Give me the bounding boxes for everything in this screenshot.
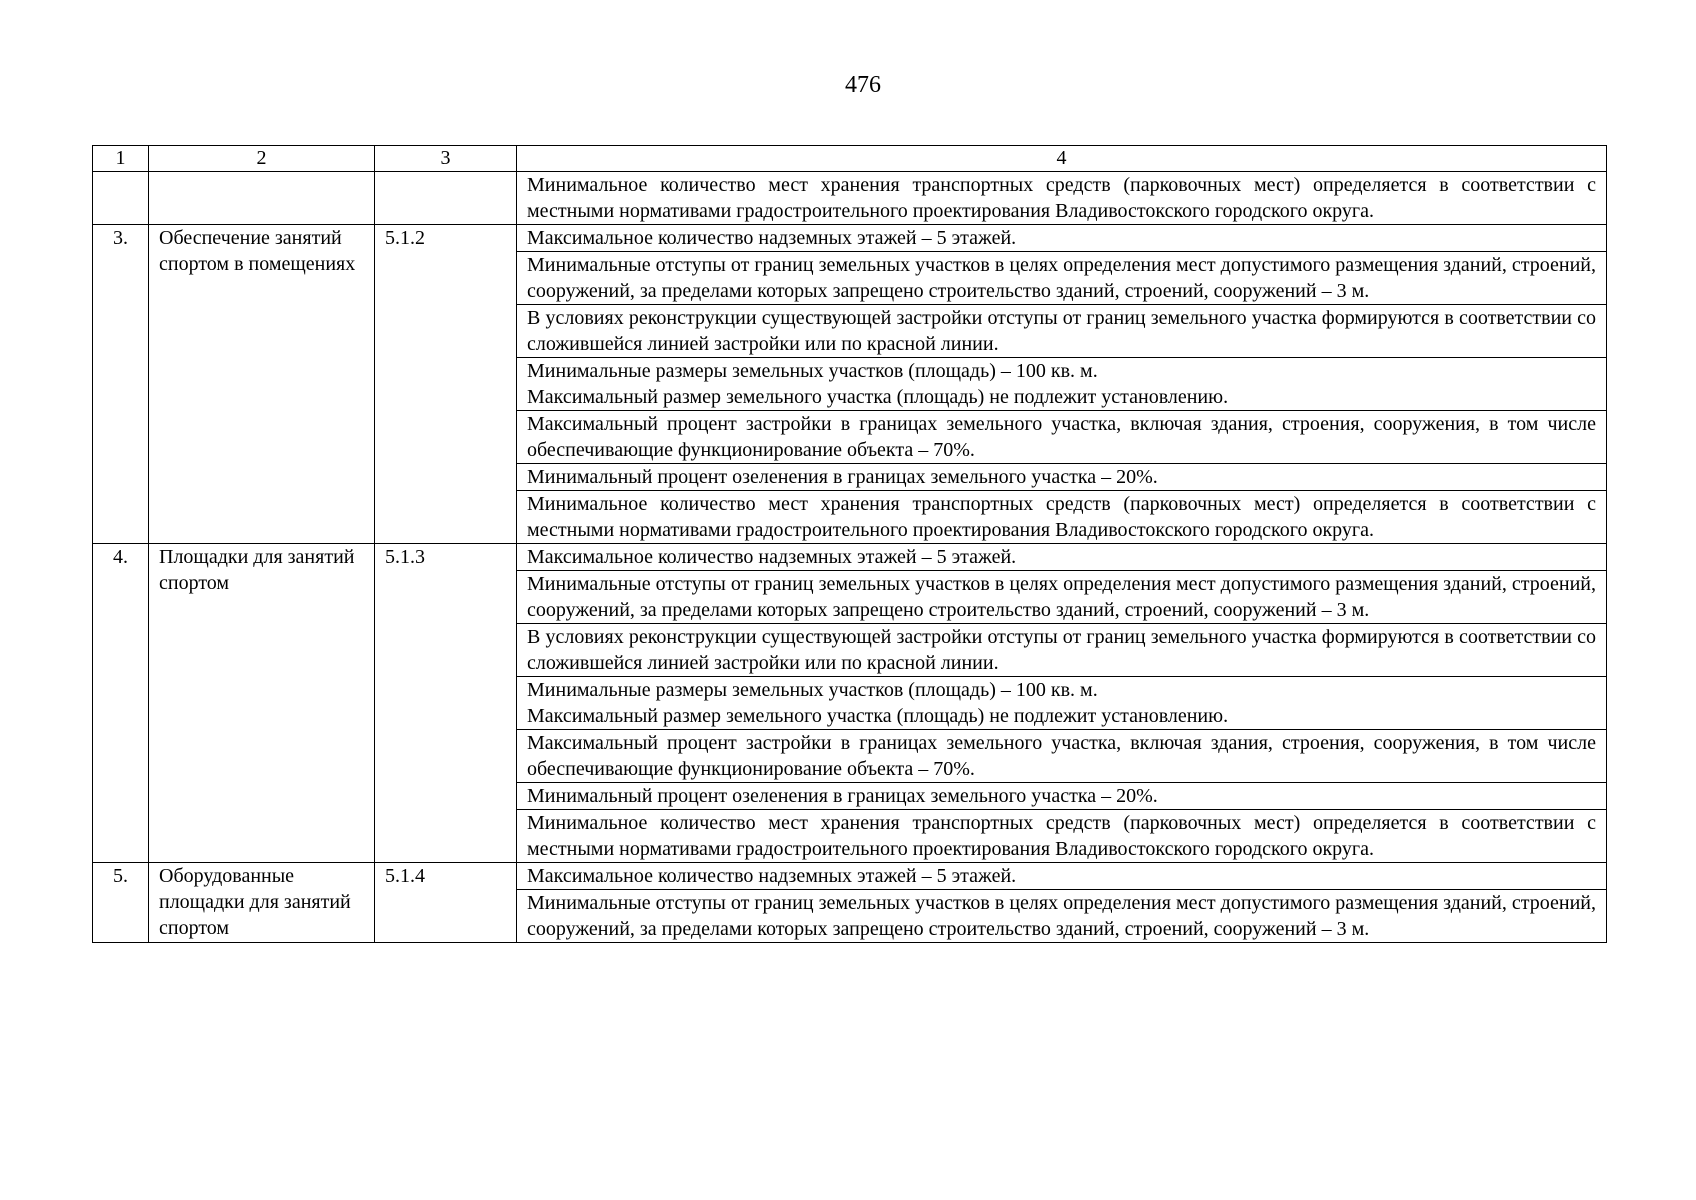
cell-empty — [149, 172, 375, 225]
param-cell: Максимальное количество надземных этажей – 5 этажей. — [517, 544, 1607, 571]
header-col-4: 4 — [517, 146, 1607, 172]
cell-empty — [93, 172, 149, 225]
regulations-table — [92, 145, 1607, 943]
param-cell: Максимальное количество надземных этажей – 5 этажей. — [517, 863, 1607, 890]
param-cell: Минимальное количество мест хранения транспортных средств (парковочных мест) определяется в соответствии с местными нормативами градостроительного проектирования Владивостокского городского округа. — [517, 172, 1607, 225]
row-number: 3. — [93, 225, 149, 544]
param-cell: Минимальные отступы от границ земельных участков в целях определения мест допустимого размещения зданий, строений, сооружений, за пределами которых запрещено строительство зданий, строений, сооружений – 3 м. — [517, 571, 1607, 624]
param-cell: Минимальное количество мест хранения транспортных средств (парковочных мест) определяется в соответствии с местными нормативами градостроительного проектирования Владивостокского городского округа. — [517, 491, 1607, 544]
param-cell: Минимальное количество мест хранения транспортных средств (парковочных мест) определяется в соответствии с местными нормативами градостроительного проектирования Владивостокского городского округа. — [517, 810, 1607, 863]
param-line: Максимальный размер земельного участка (площадь) не подлежит установлению. — [527, 386, 1229, 408]
param-line: Минимальные размеры земельных участков (площадь) – 100 кв. м. — [527, 360, 1098, 382]
use-type-code: 5.1.3 — [375, 544, 517, 863]
use-type-code: 5.1.4 — [375, 863, 517, 943]
use-type-name: Площадки для занятий спортом — [149, 544, 375, 863]
table-row — [93, 225, 1607, 252]
use-type-name: Обеспечение занятий спортом в помещениях — [149, 225, 375, 544]
cell-empty — [375, 172, 517, 225]
param-cell: Максимальный процент застройки в границах земельного участка, включая здания, строения, сооружения, в том числе обеспечивающие функционирование объекта – 70%. — [517, 730, 1607, 783]
table-row — [93, 863, 1607, 890]
param-line: Максимальный размер земельного участка (площадь) не подлежит установлению. — [527, 705, 1229, 727]
row-number: 5. — [93, 863, 149, 943]
param-cell: В условиях реконструкции существующей застройки отступы от границ земельного участка формируются в соответствии со сложившейся линией застройки или по красной линии. — [517, 305, 1607, 358]
header-col-3: 3 — [375, 146, 517, 172]
param-cell: Минимальный процент озеленения в границах земельного участка – 20%. — [517, 783, 1607, 810]
use-type-code: 5.1.2 — [375, 225, 517, 544]
param-cell: Максимальный процент застройки в границах земельного участка, включая здания, строения, сооружения, в том числе обеспечивающие функционирование объекта – 70%. — [517, 411, 1607, 464]
row-number: 4. — [93, 544, 149, 863]
param-line: Минимальные размеры земельных участков (площадь) – 100 кв. м. — [527, 679, 1098, 701]
table-header-row — [93, 146, 1607, 172]
header-col-2: 2 — [149, 146, 375, 172]
table-row-continuation — [93, 172, 1607, 225]
param-cell: В условиях реконструкции существующей застройки отступы от границ земельного участка формируются в соответствии со сложившейся линией застройки или по красной линии. — [517, 624, 1607, 677]
param-cell: Минимальные отступы от границ земельных участков в целях определения мест допустимого размещения зданий, строений, сооружений, за пределами которых запрещено строительство зданий, строений, сооружений – 3 м. — [517, 890, 1607, 943]
param-cell — [517, 358, 1607, 411]
use-type-name: Оборудованные площадки для занятий спортом — [149, 863, 375, 943]
param-cell: Максимальное количество надземных этажей – 5 этажей. — [517, 225, 1607, 252]
page-number: 476 — [845, 72, 881, 98]
header-col-1: 1 — [93, 146, 149, 172]
param-cell: Минимальные отступы от границ земельных участков в целях определения мест допустимого размещения зданий, строений, сооружений, за пределами которых запрещено строительство зданий, строений, сооружений – 3 м. — [517, 252, 1607, 305]
param-cell — [517, 677, 1607, 730]
param-cell: Минимальный процент озеленения в границах земельного участка – 20%. — [517, 464, 1607, 491]
table-row — [93, 544, 1607, 571]
